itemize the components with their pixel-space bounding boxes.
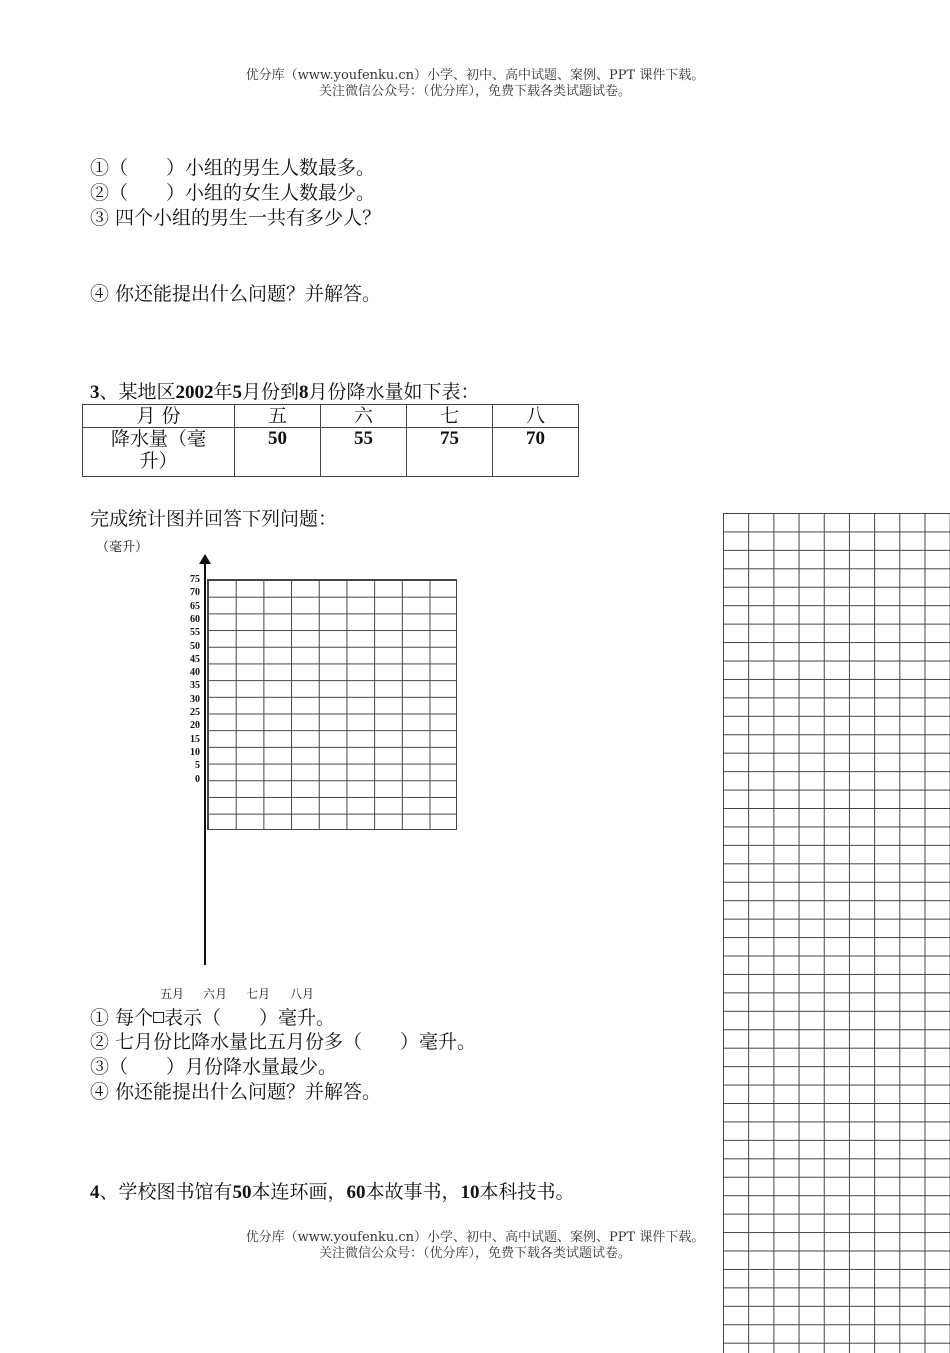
y-tick-label: 60	[190, 613, 200, 625]
y-tick-label: 0	[195, 773, 200, 785]
table-header-rainfall: 降水量（毫升）	[83, 428, 235, 477]
q4-text-2: 本连环画，	[251, 1181, 347, 1203]
y-tick-label: 30	[190, 693, 200, 705]
table-cell-value: 75	[407, 428, 493, 477]
y-tick-label: 45	[190, 653, 200, 665]
y-tick-label: 15	[190, 733, 200, 745]
table-cell-month: 六	[321, 405, 407, 428]
q3-question-1-prefix: ① 每个	[90, 1007, 154, 1029]
q3-question-4: ④ 你还能提出什么问题？并解答。	[90, 1081, 382, 1103]
y-tick-label: 5	[195, 760, 200, 772]
q3-heading	[90, 380, 480, 405]
q2-item-3: ③ 四个小组的男生一共有多少人？	[90, 207, 382, 229]
y-tick-label: 50	[190, 640, 200, 652]
q2-item-1: ①（ ）小组的男生人数最多。	[90, 157, 376, 179]
q3-question-1	[90, 1006, 335, 1030]
q4-count-comics: 50	[232, 1182, 252, 1203]
x-category-label: 八月	[290, 987, 315, 1001]
x-category-label: 七月	[246, 987, 271, 1001]
y-tick-label: 75	[190, 574, 200, 585]
q3-question-1-text: 表示（ ）毫升。	[164, 1007, 336, 1029]
q3-year: 2002	[175, 382, 214, 403]
q4-text-3: 本故事书，	[365, 1181, 461, 1203]
x-category-label: 五月	[160, 987, 185, 1001]
rainfall-table	[82, 404, 579, 477]
q4-count-science: 10	[460, 1182, 480, 1203]
table-cell-value: 50	[235, 428, 321, 477]
q3-instruction: 完成统计图并回答下列问题：	[90, 508, 338, 530]
q3-question-2: ② 七月份比降水量比五月份多（ ）毫升。	[90, 1031, 477, 1053]
page-header	[0, 68, 950, 100]
x-category-label: 六月	[203, 987, 228, 1001]
q3-text-1: 、某地区	[99, 381, 176, 403]
q2-item-2: ②（ ）小组的女生人数最少。	[90, 182, 376, 204]
table-header-month: 月 份	[83, 405, 235, 428]
q3-question-3: ③（ ）月份降水量最少。	[90, 1056, 338, 1078]
y-tick-label: 25	[190, 707, 200, 718]
q4-number: 4	[90, 1182, 100, 1203]
q3-text-3: 月份到	[242, 381, 300, 403]
chart-grid	[207, 579, 457, 830]
header-line-2: 关注微信公众号：（优分库），免费下载各类试题试卷。	[318, 84, 631, 99]
y-tick-label: 35	[190, 680, 200, 692]
y-tick-label: 55	[190, 627, 200, 639]
q4-heading	[90, 1180, 575, 1205]
q4-text-4: 本科技书。	[479, 1181, 575, 1203]
y-tick-label: 40	[190, 667, 200, 679]
y-tick-label: 65	[190, 600, 200, 612]
table-cell-value: 70	[493, 428, 579, 477]
header-line-1: 优分库（www.youfenku.cn）小学、初中、高中试题、案例、PPT 课件下载。	[245, 68, 705, 83]
q3-month-from: 5	[232, 382, 243, 403]
table-cell-month: 五	[235, 405, 321, 428]
footer-line-1: 优分库（www.youfenku.cn）小学、初中、高中试题、案例、PPT 课件下载。	[245, 1230, 705, 1245]
table-row	[83, 428, 579, 477]
q4-text-1: 、学校图书馆有	[99, 1181, 233, 1203]
page-footer	[0, 1230, 950, 1262]
table-cell-month: 七	[407, 405, 493, 428]
table-row	[83, 405, 579, 428]
q3-number: 3	[90, 382, 100, 403]
y-tick-label: 70	[190, 587, 200, 599]
footer-line-2: 关注微信公众号：（优分库），免费下载各类试题试卷。	[318, 1246, 631, 1261]
y-axis-line	[204, 562, 206, 965]
q3-text-2: 年	[213, 381, 233, 403]
chart-y-unit: （毫升）	[96, 540, 149, 555]
table-cell-value: 55	[321, 428, 407, 477]
q4-count-stories: 60	[346, 1182, 366, 1203]
y-tick-label: 20	[190, 720, 200, 732]
q3-text-4: 月份降水量如下表：	[308, 381, 480, 403]
y-tick-label: 10	[190, 746, 200, 758]
table-cell-month: 八	[493, 405, 579, 428]
q2-item-4: ④ 你还能提出什么问题？并解答。	[90, 283, 382, 305]
square-icon	[153, 1012, 164, 1023]
q3-month-to: 8	[299, 382, 309, 403]
answer-grid	[723, 513, 950, 1353]
